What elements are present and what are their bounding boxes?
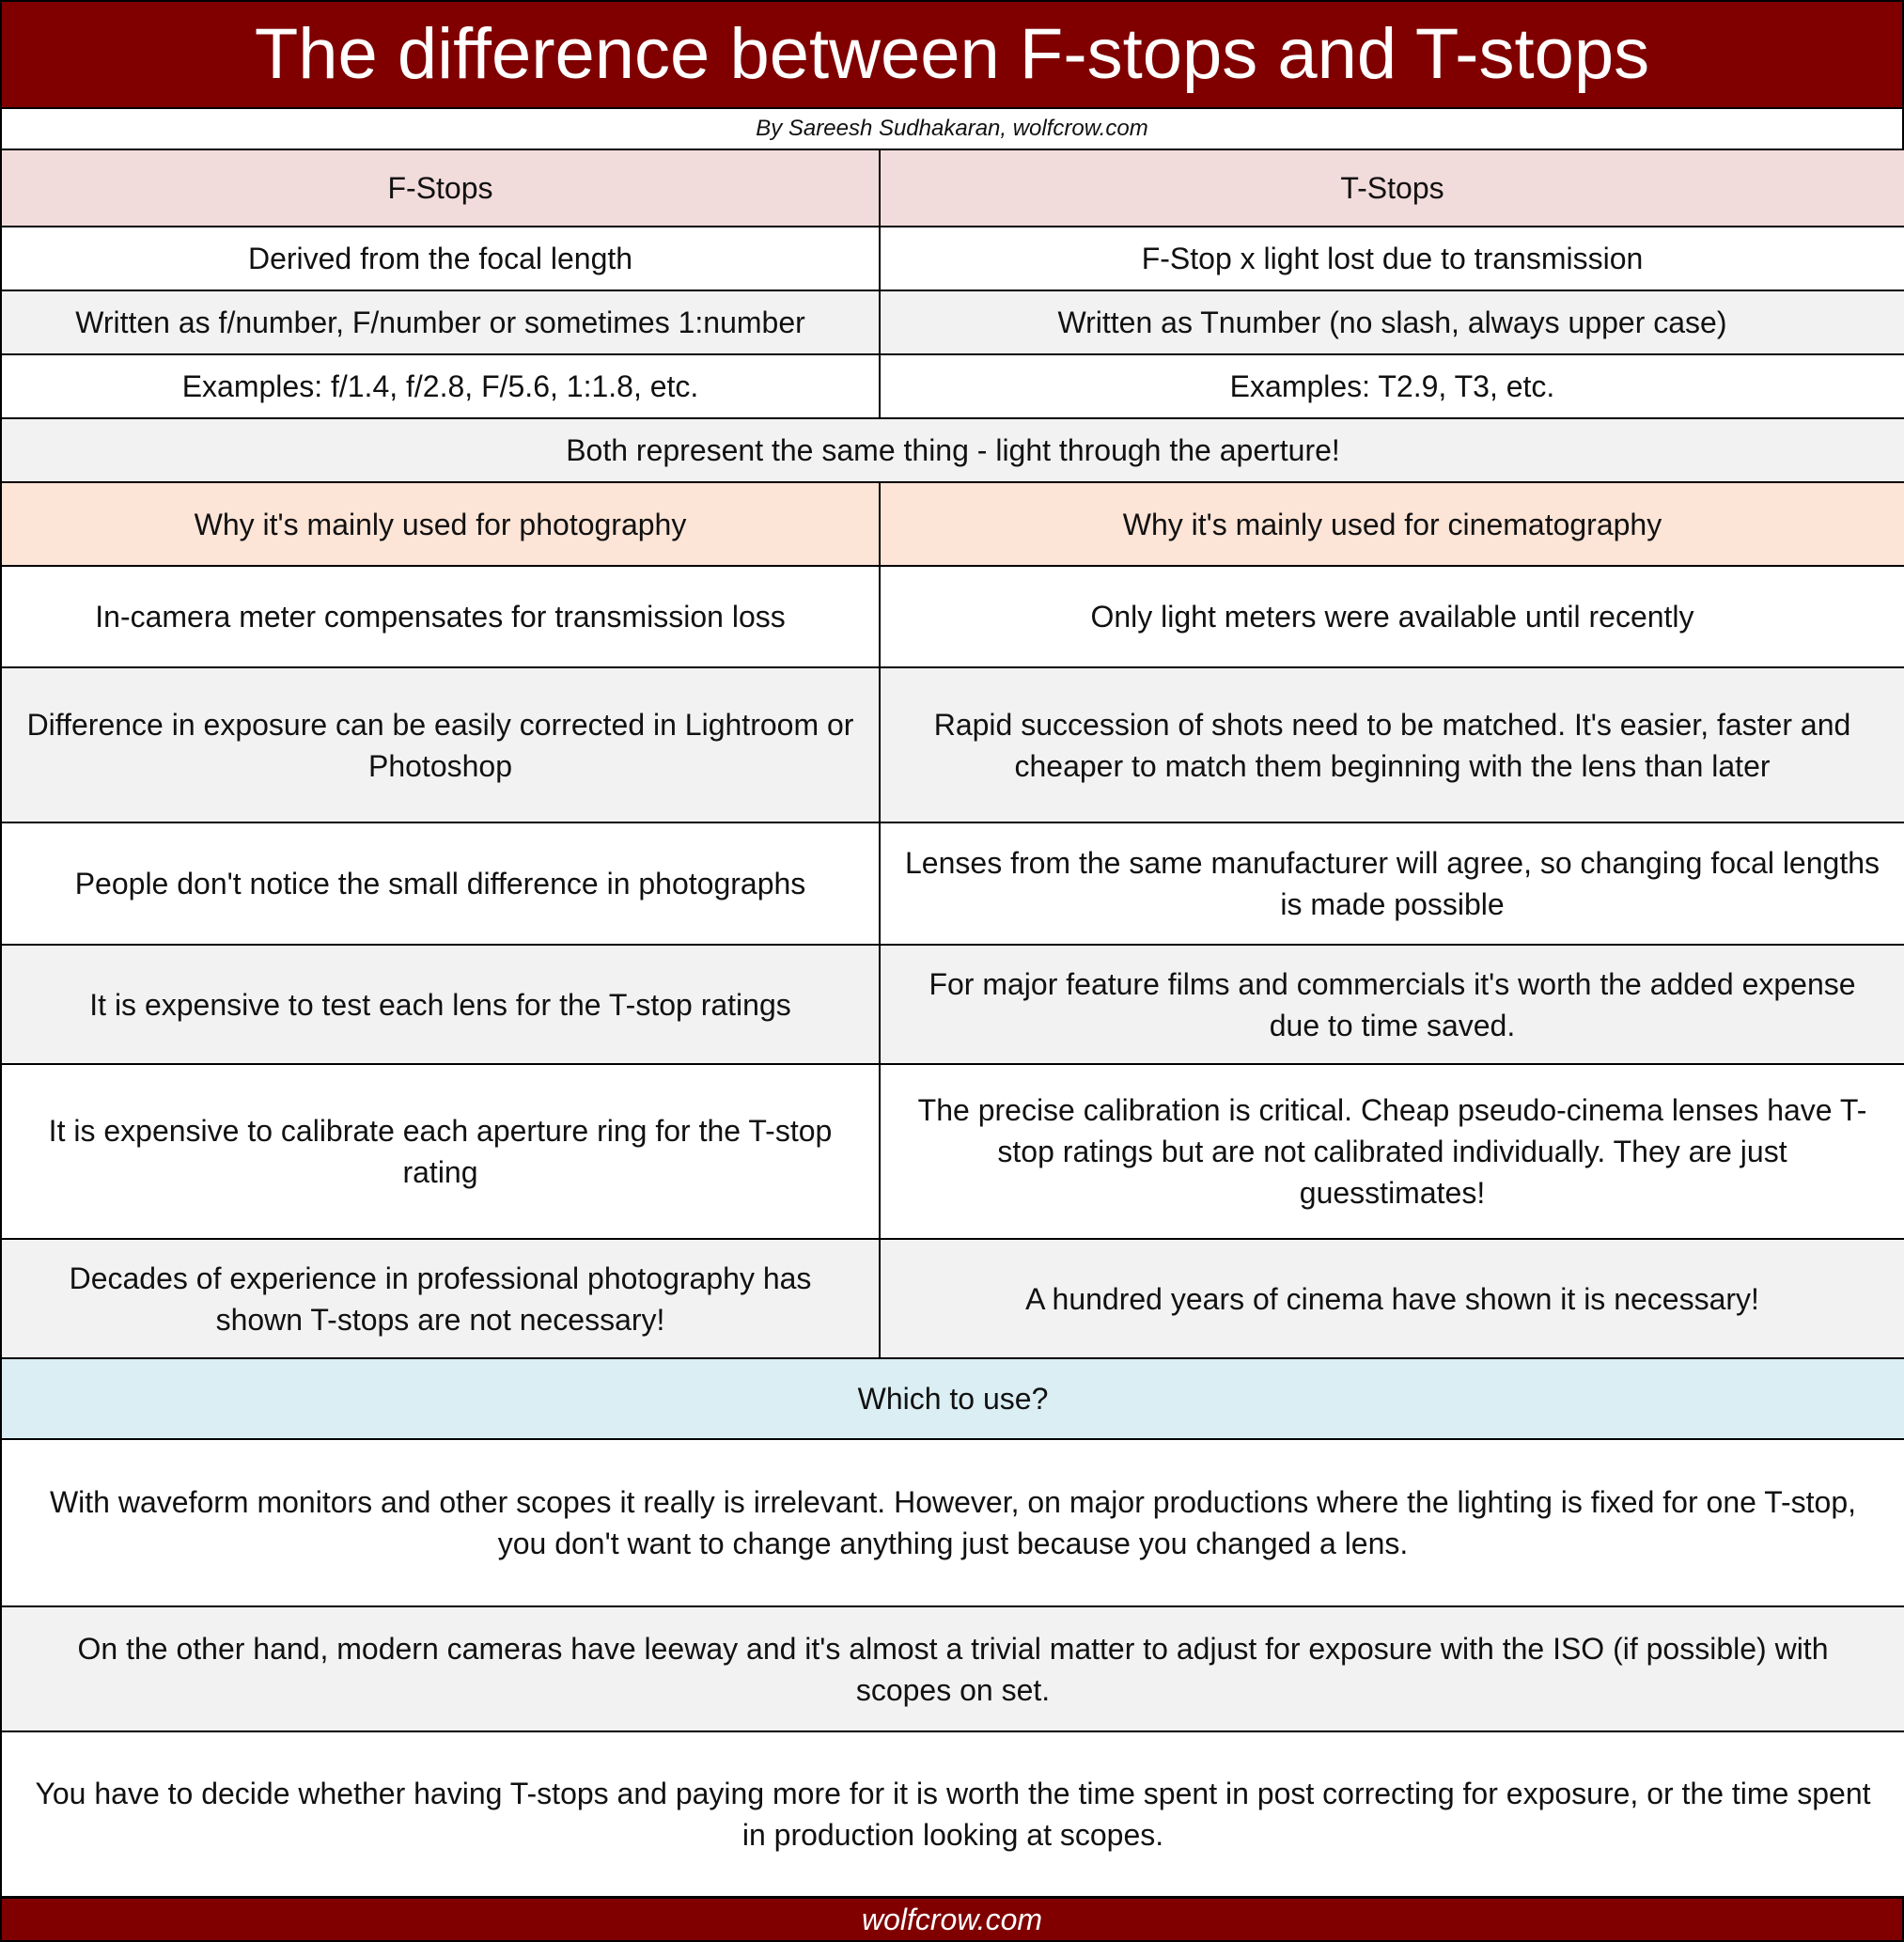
byline: By Sareesh Sudhakaran, wolfcrow.com [0,109,1904,149]
table-row [1,227,1904,290]
table-cell: Difference in exposure can be easily corrected in Lightroom or Photoshop [1,667,880,822]
table-row [1,354,1904,418]
table-cell: Rapid succession of shots need to be matched. It's easier, faster and cheaper to match them beginning with the lens than later [880,667,1904,822]
table-row [1,566,1904,667]
table-cell: Derived from the focal length [1,227,880,290]
table-cell: In-camera meter compensates for transmission loss [1,566,880,667]
table-row [1,667,1904,822]
table-row [1,1064,1904,1239]
comparison-table [0,149,1904,1898]
paragraph-cell: With waveform monitors and other scopes it really is irrelevant. However, on major productions where the lighting is fixed for one T-stop, you don't want to change anything just because you changed a lens. [1,1439,1904,1606]
usage-header-row [1,482,1904,566]
table-cell: Decades of experience in professional photography has shown T-stops are not necessary! [1,1239,880,1358]
column-header-fstops: F-Stops [1,149,880,227]
summary-row [1,418,1904,482]
paragraph-row [1,1439,1904,1606]
table-cell: It is expensive to calibrate each aperture ring for the T-stop rating [1,1064,880,1239]
table-row [1,822,1904,945]
table-cell: F-Stop x light lost due to transmission [880,227,1904,290]
paragraph-row [1,1731,1904,1897]
footer-link[interactable]: wolfcrow.com [0,1897,1904,1942]
table-cell: For major feature films and commercials it's worth the added expense due to time saved. [880,945,1904,1064]
table-cell: People don't notice the small difference in photographs [1,822,880,945]
table-cell: The precise calibration is critical. Cheap pseudo-cinema lenses have T-stop ratings but are not calibrated individually. They are just guesstimates! [880,1064,1904,1239]
section-header-which: Which to use? [1,1358,1904,1439]
paragraph-cell: You have to decide whether having T-stops and paying more for it is worth the time spent in post correcting for exposure, or the time spent in production looking at scopes. [1,1731,1904,1897]
table-cell: Only light meters were available until recently [880,566,1904,667]
table-cell: Written as Tnumber (no slash, always upper case) [880,290,1904,354]
table-cell: Examples: T2.9, T3, etc. [880,354,1904,418]
table-cell: Written as f/number, F/number or sometimes 1:number [1,290,880,354]
which-header-row [1,1358,1904,1439]
table-cell: Examples: f/1.4, f/2.8, F/5.6, 1:1.8, etc. [1,354,880,418]
column-header-cinematography: Why it's mainly used for cinematography [880,482,1904,566]
column-header-tstops: T-Stops [880,149,1904,227]
column-header-photography: Why it's mainly used for photography [1,482,880,566]
paragraph-cell: On the other hand, modern cameras have leeway and it's almost a trivial matter to adjust for exposure with the ISO (if possible) with scopes on set. [1,1606,1904,1731]
table-row [1,1239,1904,1358]
table-cell: Lenses from the same manufacturer will agree, so changing focal lengths is made possible [880,822,1904,945]
page-title: The difference between F-stops and T-stops [0,0,1904,109]
table-row [1,945,1904,1064]
table-cell: It is expensive to test each lens for the T-stop ratings [1,945,880,1064]
table-header-row [1,149,1904,227]
paragraph-row [1,1606,1904,1731]
summary-text: Both represent the same thing - light through the aperture! [1,418,1904,482]
table-row [1,290,1904,354]
table-cell: A hundred years of cinema have shown it is necessary! [880,1239,1904,1358]
